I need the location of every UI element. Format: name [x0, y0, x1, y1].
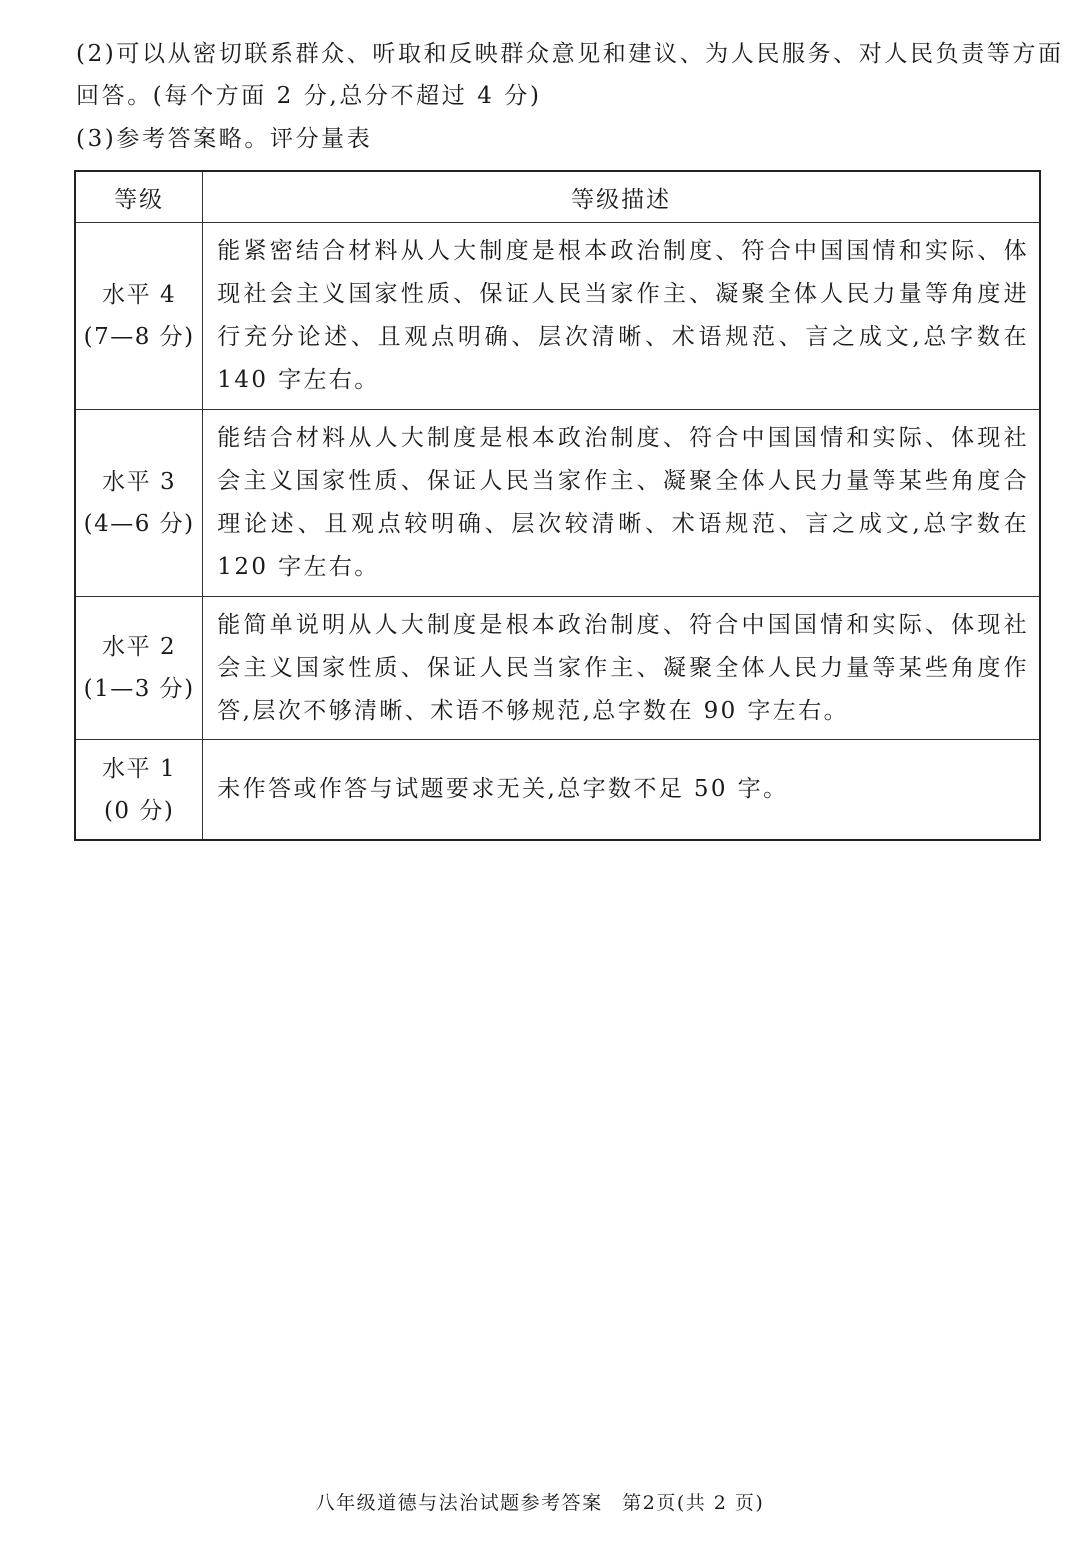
- rubric-table: [74, 170, 1041, 841]
- rubric-row-level-4: [75, 223, 1040, 410]
- level-name: 水平 3: [102, 469, 177, 495]
- level-cell: [75, 223, 203, 410]
- level-cell: [75, 410, 203, 597]
- header-level: 等级: [75, 171, 203, 223]
- page-footer: [0, 1488, 1080, 1515]
- rubric-row-level-2: [75, 597, 1040, 740]
- level-score: (1—3 分): [83, 676, 195, 702]
- level-description: 能结合材料从人大制度是根本政治制度、符合中国国情和实际、体现社会主义国家性质、保证人民当家作主、凝聚全体人民力量等某些角度合理论述、且观点较明确、层次较清晰、术语规范、言之成文,总字数在 120 字左右。: [203, 410, 1040, 597]
- level-cell: [75, 597, 203, 740]
- level-score: (7—8 分): [83, 324, 195, 350]
- level-score: (0 分): [103, 797, 175, 824]
- footer-page-number: 第2页(共 2 页): [622, 1492, 765, 1514]
- answer-q2-line1: (2)可以从密切联系群众、听取和反映群众意见和建议、为人民服务、对人民负责等方面: [76, 41, 1064, 67]
- rubric-header-row: [75, 171, 1040, 223]
- level-description: 能简单说明从人大制度是根本政治制度、符合中国国情和实际、体现社会主义国家性质、保证人民当家作主、凝聚全体人民力量等某些角度作答,层次不够清晰、术语不够规范,总字数在 90 字左右。: [203, 597, 1040, 740]
- level-name: 水平 1: [102, 755, 177, 782]
- level-name: 水平 4: [102, 282, 177, 308]
- header-description: 等级描述: [203, 171, 1040, 223]
- level-cell: [75, 740, 203, 841]
- level-description: 能紧密结合材料从人大制度是根本政治制度、符合中国国情和实际、体现社会主义国家性质、保证人民当家作主、凝聚全体人民力量等角度进行充分论述、且观点明确、层次清晰、术语规范、言之成文,总字数在 140 字左右。: [203, 223, 1040, 410]
- level-name: 水平 2: [102, 634, 177, 660]
- level-description: 未作答或作答与试题要求无关,总字数不足 50 字。: [203, 740, 1040, 841]
- rubric-row-level-3: [75, 410, 1040, 597]
- level-score: (4—6 分): [83, 511, 195, 537]
- answer-q3-line: (3)参考答案略。评分量表: [76, 126, 373, 152]
- footer-title: 八年级道德与法治试题参考答案: [315, 1492, 603, 1514]
- answer-q2-line2: 回答。(每个方面 2 分,总分不超过 4 分): [76, 83, 542, 109]
- rubric-row-level-1: [75, 740, 1040, 841]
